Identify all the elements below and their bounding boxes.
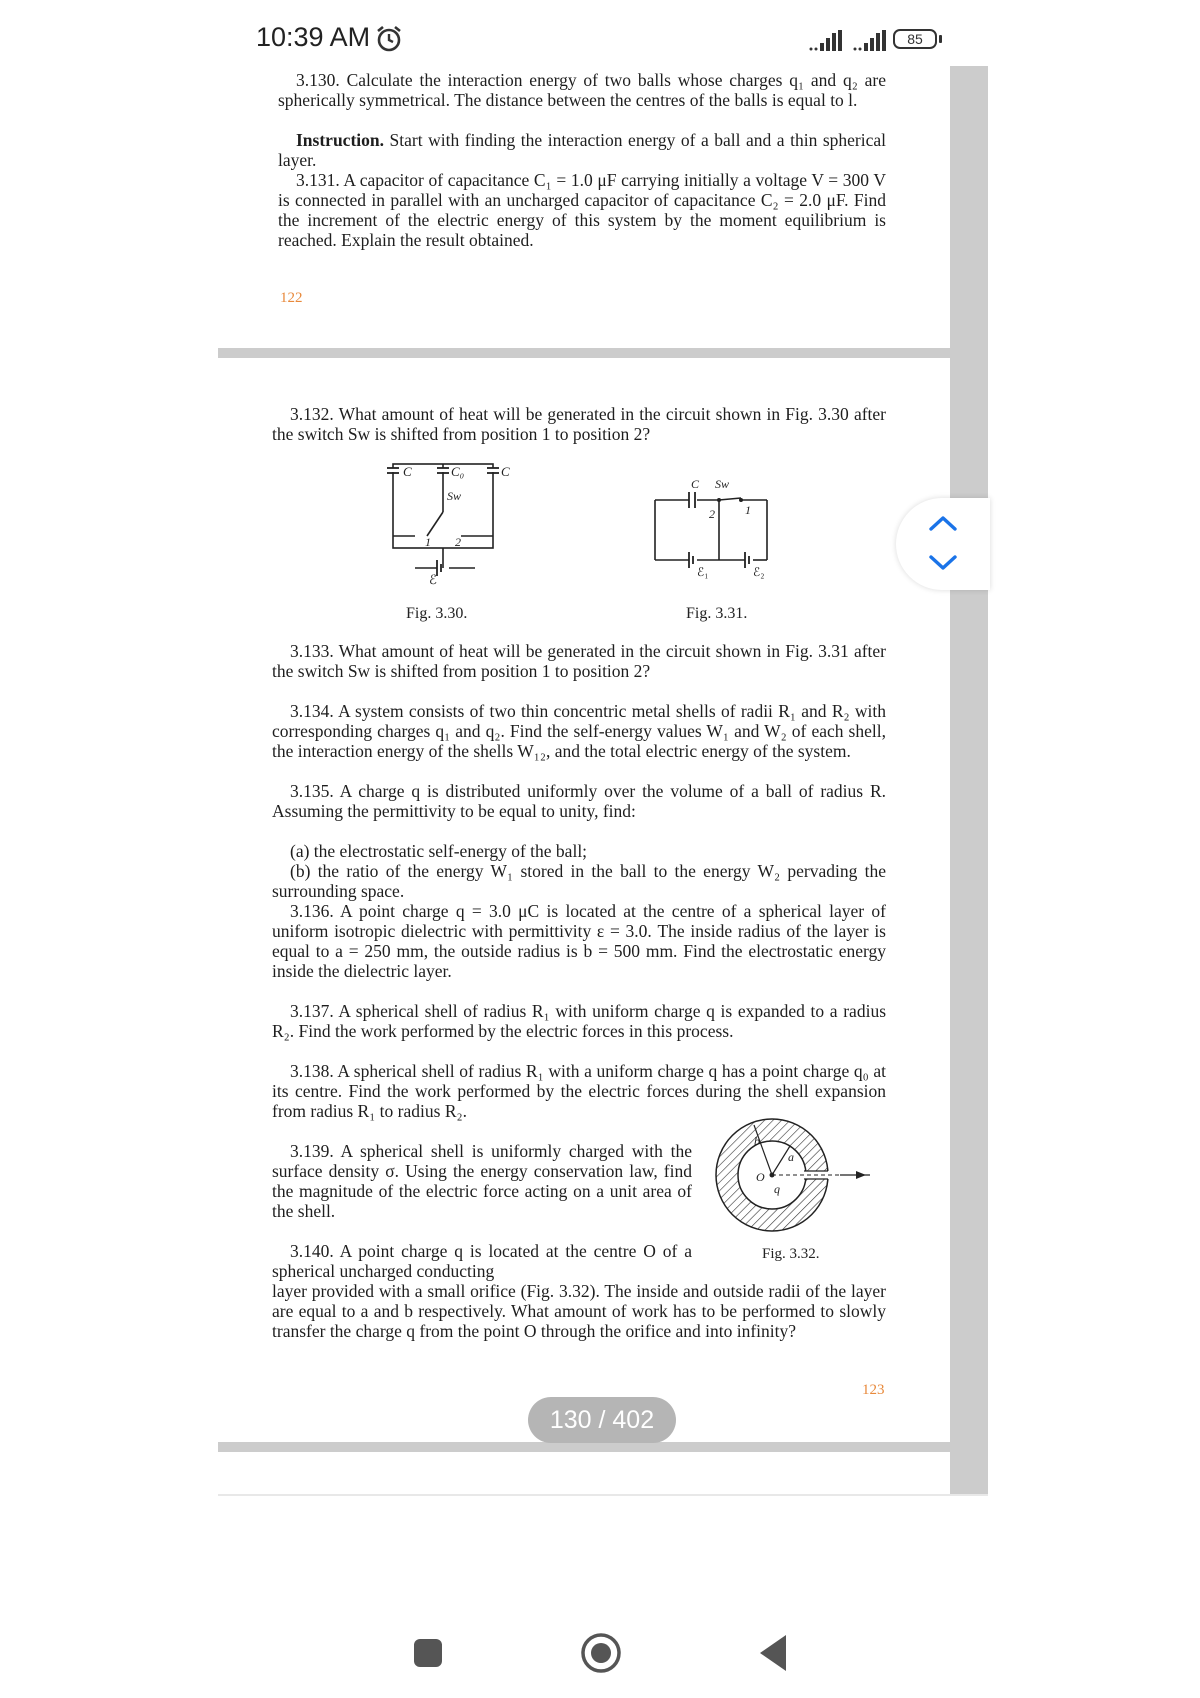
fig331-label-emf2: ℰ₂	[753, 565, 765, 579]
page-separator	[218, 1442, 950, 1452]
problem-3-140-start: 3.140. A point charge q is located at the centre O of a spherical uncharged conducting	[272, 1241, 692, 1281]
fig332-caption: Fig. 3.32.	[762, 1246, 820, 1262]
fig331-label-c: C	[691, 477, 700, 491]
fig331-label-sw: Sw	[715, 477, 730, 491]
problem-3-134: 3.134. A system consists of two thin concentric metal shells of radii R₁ and R₂ with corresponding charges q₁ and q₂. Find the self-energy values W₁ and W₂ of each shell, the interaction energy of the shells W₁₂, and the total electric energy of the system.	[272, 701, 886, 761]
problem-3-135a: (a) the electrostatic self-energy of the ball;	[290, 841, 588, 861]
viewer-scrollbar[interactable]	[950, 66, 988, 1496]
problem-3-135b: (b) the ratio of the energy W₁ stored in the ball to the energy W₂ pervading the surrounding space.	[272, 861, 886, 901]
problem-3-138: 3.138. A spherical shell of radius R₁ with a uniform charge q has a point charge q₀ at its centre. Find the work performed by the electric forces during the shell expansion from radius R₁ to radius R₂.	[272, 1061, 886, 1121]
fig331-caption: Fig. 3.31.	[686, 605, 748, 622]
instruction-text	[278, 130, 886, 170]
alarm-clock-icon	[374, 24, 404, 54]
fig330-label-pos2: 2	[455, 535, 461, 549]
problem-3-139: 3.139. A spherical shell is uniformly charged with the surface density σ. Using the energy conservation law, find the magnitude of the electric force acting on a unit area of the shell.	[272, 1141, 692, 1221]
chevron-up-icon[interactable]	[928, 514, 958, 532]
signal-bars-icon	[852, 30, 886, 52]
chevron-down-icon[interactable]	[928, 554, 958, 572]
fig332-label-a: a	[788, 1150, 794, 1164]
page-separator	[218, 348, 950, 358]
page-number: 123	[862, 1382, 885, 1398]
fig330-label-c-right: C	[501, 464, 510, 479]
battery-indicator: 85	[893, 29, 937, 49]
page-indicator: 130 / 402	[528, 1397, 676, 1443]
problem-3-135: 3.135. A charge q is distributed uniformly over the volume of a ball of radius R. Assuming the permittivity to be equal to unity, find:	[272, 781, 886, 821]
problem-3-136: 3.136. A point charge q = 3.0 μC is located at the centre of a spherical layer of uniform isotropic dielectric with permittivity ε = 3.0. The inside radius of the layer is equal to a = 250 mm, the outside radius is b = 500 mm. Find the electrostatic energy inside the dielectric layer.	[272, 901, 886, 981]
figure-3-32	[710, 1115, 890, 1240]
instruction-label: Instruction.	[296, 130, 384, 150]
fig330-label-pos1: 1	[425, 535, 431, 549]
fig332-label-q: q	[774, 1182, 780, 1196]
fig331-label-pos2: 2	[709, 507, 715, 521]
battery-tip	[939, 35, 942, 43]
fig330-label-c0: C₀	[451, 464, 465, 479]
circle-home-icon[interactable]	[580, 1632, 622, 1674]
fig330-label-sw: Sw	[447, 489, 462, 503]
fig331-label-emf1: ℰ₁	[697, 565, 709, 579]
fig330-caption: Fig. 3.30.	[406, 605, 468, 622]
signal-bars-icon	[808, 30, 842, 52]
page-nav-control[interactable]	[896, 498, 990, 590]
problem-3-130: 3.130. Calculate the interaction energy of two balls whose charges q₁ and q₂ are spherically symmetrical. The distance between the centres of the balls is equal to l.	[278, 70, 886, 110]
fig332-label-o: O	[756, 1170, 765, 1184]
square-recents-icon[interactable]	[412, 1637, 444, 1669]
problem-3-137: 3.137. A spherical shell of radius R₁ with uniform charge q is expanded to a radius R₂. Find the work performed by the electric forces in this process.	[272, 1001, 886, 1041]
page-number: 122	[280, 290, 303, 306]
fig332-label-b: b	[754, 1134, 760, 1148]
figure-3-30	[385, 456, 525, 586]
fig330-label-emf: ℰ	[429, 572, 437, 586]
problem-3-140-cont: layer provided with a small orifice (Fig. 3.32). The inside and outside radii of the layer are equal to a and b respectively. What amount of work has to be performed to slowly transfer the charge q from the point O through the orifice and into infinity?	[272, 1281, 886, 1341]
fig331-label-pos1: 1	[745, 503, 751, 517]
triangle-back-icon[interactable]	[756, 1633, 790, 1673]
problem-3-131: 3.131. A capacitor of capacitance C₁ = 1.0 μF carrying initially a voltage V = 300 V is connected in parallel with an uncharged capacitor of capacitance C₂ = 2.0 μF. Find the increment of the electric energy of this system by the moment equilibrium is reached. Explain the result obtained.	[278, 170, 886, 250]
instruction-body: Start with finding the interaction energy of a ball and a thin spherical layer.	[278, 130, 887, 170]
problem-3-132: 3.132. What amount of heat will be generated in the circuit shown in Fig. 3.30 after the switch Sw is shifted from position 1 to position 2?	[272, 404, 886, 444]
figure-3-31	[645, 470, 785, 580]
problem-3-133: 3.133. What amount of heat will be generated in the circuit shown in Fig. 3.31 after the switch Sw is shifted from position 1 to position 2?	[272, 641, 886, 681]
viewer-bottom-edge	[218, 1494, 988, 1496]
status-time: 10:39 AM	[256, 22, 371, 52]
fig330-label-c-left: C	[403, 464, 412, 479]
